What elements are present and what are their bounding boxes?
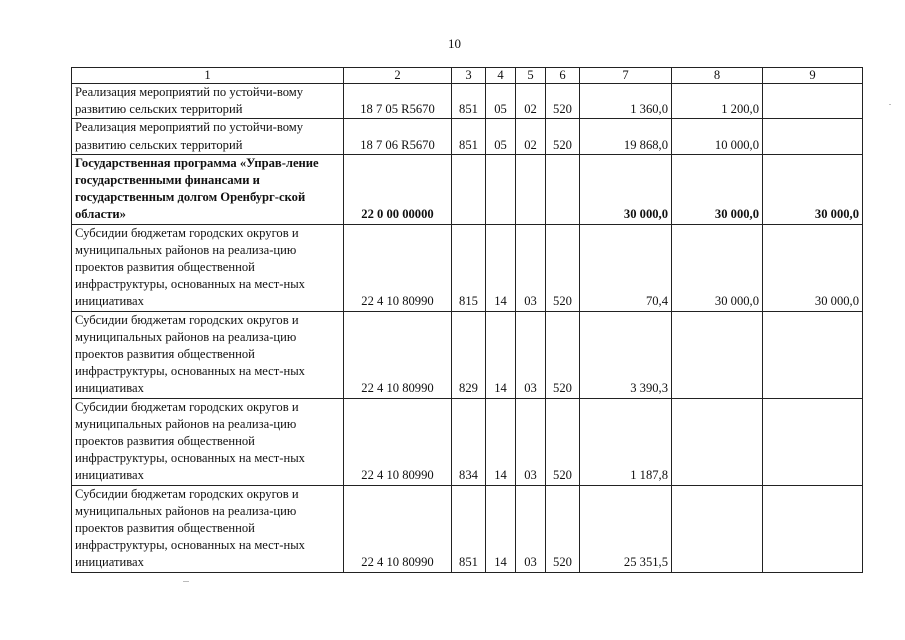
classification-code-cell: 22 4 10 80990 (344, 311, 452, 398)
header-cell: 1 (72, 68, 344, 84)
table-row (72, 485, 863, 572)
subsection-code-cell: 03 (516, 224, 546, 311)
amount-col8-cell: 30 000,0 (672, 224, 763, 311)
section-code-cell: 05 (486, 119, 516, 154)
section-code-cell: 14 (486, 311, 516, 398)
department-code-cell: 829 (452, 311, 486, 398)
section-code-cell: 14 (486, 224, 516, 311)
amount-col7-cell: 30 000,0 (580, 154, 672, 224)
subsection-code-cell: 02 (516, 119, 546, 154)
classification-code-cell: 22 4 10 80990 (344, 485, 452, 572)
table-row (72, 84, 863, 119)
table-row (72, 224, 863, 311)
amount-col8-cell: 10 000,0 (672, 119, 763, 154)
classification-code-cell: 22 4 10 80990 (344, 398, 452, 485)
amount-col8-cell (672, 398, 763, 485)
expense-type-cell: 520 (546, 311, 580, 398)
amount-col7-cell: 3 390,3 (580, 311, 672, 398)
header-cell: 3 (452, 68, 486, 84)
amount-col9-cell: 30 000,0 (763, 224, 863, 311)
department-code-cell: 851 (452, 119, 486, 154)
header-cell: 9 (763, 68, 863, 84)
section-code-cell: 05 (486, 84, 516, 119)
amount-col9-cell (763, 119, 863, 154)
header-cell: 6 (546, 68, 580, 84)
subsection-code-cell: 03 (516, 485, 546, 572)
classification-code-cell: 18 7 06 R5670 (344, 119, 452, 154)
scan-speck (889, 104, 891, 105)
classification-code-cell: 18 7 05 R5670 (344, 84, 452, 119)
expense-type-cell: 520 (546, 119, 580, 154)
row-name-cell: Субсидии бюджетам городских округов и муниципальных районов на реализа-цию проектов развития общественной инфраструктуры, основанных на мест-ных инициативах (72, 485, 344, 572)
classification-code-cell: 22 0 00 00000 (344, 154, 452, 224)
row-name-cell: Субсидии бюджетам городских округов и муниципальных районов на реализа-цию проектов развития общественной инфраструктуры, основанных на мест-ных инициативах (72, 311, 344, 398)
department-code-cell: 851 (452, 485, 486, 572)
amount-col9-cell (763, 485, 863, 572)
department-code-cell: 815 (452, 224, 486, 311)
page-number: 10 (448, 36, 461, 51)
subsection-code-cell: 02 (516, 84, 546, 119)
budget-table (71, 67, 863, 573)
table-row (72, 311, 863, 398)
expense-type-cell: 520 (546, 485, 580, 572)
amount-col8-cell (672, 311, 763, 398)
table-row (72, 398, 863, 485)
classification-code-cell: 22 4 10 80990 (344, 224, 452, 311)
header-cell: 4 (486, 68, 516, 84)
row-name-cell: Реализация мероприятий по устойчи-вому развитию сельских территорий (72, 84, 344, 119)
amount-col8-cell: 1 200,0 (672, 84, 763, 119)
row-name-cell: Субсидии бюджетам городских округов и муниципальных районов на реализа-цию проектов развития общественной инфраструктуры, основанных на мест-ных инициативах (72, 224, 344, 311)
subsection-code-cell: 03 (516, 398, 546, 485)
amount-col9-cell (763, 84, 863, 119)
section-code-cell: 14 (486, 485, 516, 572)
amount-col9-cell (763, 311, 863, 398)
amount-col7-cell: 1 187,8 (580, 398, 672, 485)
scan-speck (183, 581, 189, 582)
amount-col9-cell: 30 000,0 (763, 154, 863, 224)
amount-col7-cell: 1 360,0 (580, 84, 672, 119)
table-row (72, 154, 863, 224)
row-name-cell: Государственная программа «Управ-ление государственными финансами и государственным долгом Оренбург-ской области» (72, 154, 344, 224)
row-name-cell: Субсидии бюджетам городских округов и муниципальных районов на реализа-цию проектов развития общественной инфраструктуры, основанных на мест-ных инициативах (72, 398, 344, 485)
expense-type-cell: 520 (546, 224, 580, 311)
header-cell: 5 (516, 68, 546, 84)
section-code-cell (486, 154, 516, 224)
header-cell: 7 (580, 68, 672, 84)
expense-type-cell: 520 (546, 84, 580, 119)
amount-col8-cell (672, 485, 763, 572)
row-name-cell: Реализация мероприятий по устойчи-вому развитию сельских территорий (72, 119, 344, 154)
expense-type-cell (546, 154, 580, 224)
department-code-cell: 851 (452, 84, 486, 119)
subsection-code-cell (516, 154, 546, 224)
expense-type-cell: 520 (546, 398, 580, 485)
department-code-cell: 834 (452, 398, 486, 485)
subsection-code-cell: 03 (516, 311, 546, 398)
table-header-row (72, 68, 863, 84)
table-row (72, 119, 863, 154)
header-cell: 2 (344, 68, 452, 84)
amount-col9-cell (763, 398, 863, 485)
amount-col7-cell: 70,4 (580, 224, 672, 311)
amount-col8-cell: 30 000,0 (672, 154, 763, 224)
amount-col7-cell: 19 868,0 (580, 119, 672, 154)
amount-col7-cell: 25 351,5 (580, 485, 672, 572)
department-code-cell (452, 154, 486, 224)
section-code-cell: 14 (486, 398, 516, 485)
header-cell: 8 (672, 68, 763, 84)
